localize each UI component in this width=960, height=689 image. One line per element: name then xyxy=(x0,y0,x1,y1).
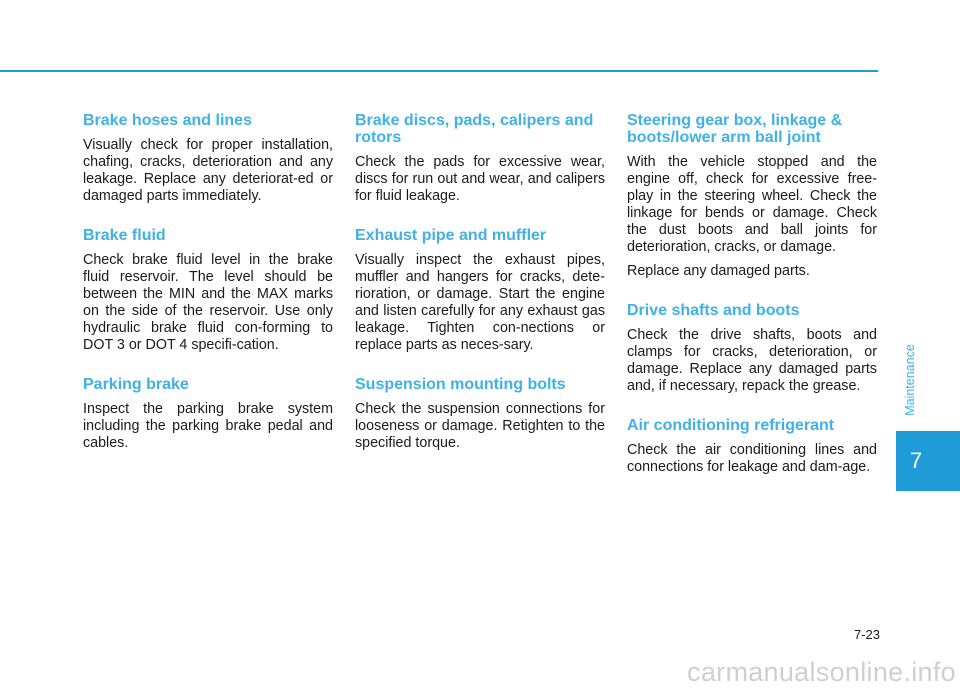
section-title: Brake discs, pads, calipers and rotors xyxy=(355,112,594,146)
section-title: Brake fluid xyxy=(83,227,166,244)
page-number: 7-23 xyxy=(853,627,880,642)
top-rule xyxy=(0,70,878,72)
column-1 xyxy=(83,112,333,474)
section-body: Inspect the parking brake system including the parking brake pedal and cables. xyxy=(83,401,333,451)
section-body: Check the air conditioning lines and connections for leakage and dam-age. xyxy=(627,442,877,475)
section-title: Steering gear box, linkage & boots/lower arm ball joint xyxy=(627,112,843,146)
section-drive-shafts xyxy=(627,302,877,395)
section-body: With the vehicle stopped and the engine off, check for excessive free-play in the steering wheel. Check the linkage for bends or damage. Check the dust boots and ball joints for deterioration, cracks, or damage. xyxy=(627,154,877,255)
section-title: Air conditioning refrigerant xyxy=(627,417,835,434)
section-body: Check the suspension connections for looseness or damage. Retighten to the specified torque. xyxy=(355,401,605,451)
column-2 xyxy=(355,112,605,474)
section-title: Exhaust pipe and muffler xyxy=(355,227,547,244)
section-body: Visually inspect the exhaust pipes, muffler and hangers for cracks, dete-rioration, or damage. Start the engine and listen carefully for any exhaust gas leakage. Tighten con-nections or replace parts as neces-sary. xyxy=(355,252,605,353)
section-brake-hoses xyxy=(83,112,333,205)
chapter-number: 7 xyxy=(909,448,923,473)
section-air-conditioning xyxy=(627,417,877,476)
section-body: Replace any damaged parts. xyxy=(627,263,810,279)
section-suspension xyxy=(355,376,605,452)
section-body: Check the drive shafts, boots and clamps for cracks, deterioration, or damage. Replace any damaged parts and, if necessary, repack the grease. xyxy=(627,327,877,394)
section-steering xyxy=(627,112,877,280)
section-title: Parking brake xyxy=(83,376,189,393)
section-title: Suspension mounting bolts xyxy=(355,376,566,393)
side-tab-text: Maintenance xyxy=(903,344,918,416)
chapter-tab xyxy=(896,431,960,491)
section-title: Drive shafts and boots xyxy=(627,302,800,319)
watermark xyxy=(0,655,960,689)
watermark-text: carmanualsonline.info xyxy=(687,656,956,687)
section-title: Brake hoses and lines xyxy=(83,112,252,129)
column-3 xyxy=(627,112,877,498)
section-body: Check brake fluid level in the brake fluid reservoir. The level should be between the MIN and the MAX marks on the side of the reservoir. Use only hydraulic brake fluid con-forming to DOT 3 or DOT 4 specifi-cation. xyxy=(83,252,333,353)
side-tab-label xyxy=(896,330,924,430)
section-exhaust xyxy=(355,227,605,354)
section-parking-brake xyxy=(83,376,333,452)
section-brake-fluid xyxy=(83,227,333,354)
section-brake-discs xyxy=(355,112,605,205)
section-body: Check the pads for excessive wear, discs for run out and wear, and calipers for fluid leakage. xyxy=(355,154,605,204)
section-body: Visually check for proper installation, chafing, cracks, deterioration and any leakage. Replace any deteriorat-ed or damaged parts immediately. xyxy=(83,137,333,204)
